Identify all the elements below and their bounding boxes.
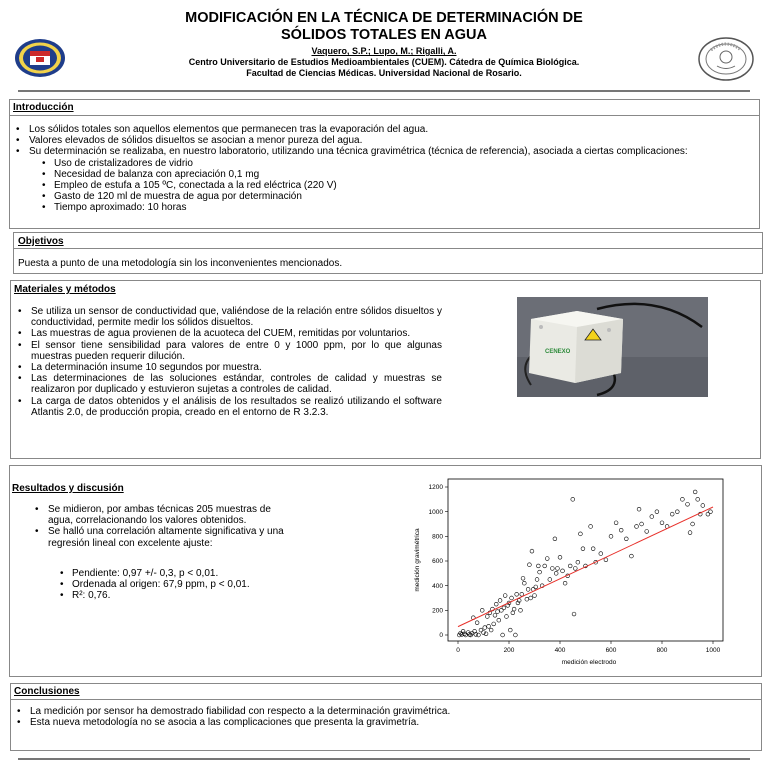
list-item: • Su determinación se realizaba, en nuestro laboratorio, utilizando una técnica gravimétrica (técnica de referencia), asociada a ciertas complicaciones: [15,146,745,157]
intro-heading: Introducción [13,102,74,113]
objectives-heading-strip [14,233,762,249]
conclusions-heading: Conclusiones [14,686,80,697]
list-item: • Esta nueva metodología no se asocia a las complicaciones que presenta la gravimetría. [16,717,746,728]
y-tick-label: 400 [432,582,443,590]
y-axis-label: medición gravimétrica [414,528,421,592]
scatter-chart [405,476,735,671]
x-axis-label: medición electrodo [561,659,617,666]
list-item: • Se midieron, por ambas técnicas 205 muestras de agua, correlacionando los valores obtenidos. [34,504,294,526]
objectives-heading: Objetivos [18,236,64,247]
conclusions-list [16,706,746,728]
list-item: • Se utiliza un sensor de conductividad que, valiéndose de la relación entre sólidos disueltos y conductividad, permite medir los sólidos disueltos. [17,306,442,328]
methods-heading-strip [11,281,760,296]
title-line-2: SÓLIDOS TOTALES EN AGUA [281,27,487,43]
list-item: • Tiempo aproximado: 10 horas [42,202,759,213]
list-item: • Las determinaciones de las soluciones estándar, controles de calidad y muestras se realizaron por duplicado y estuvieron sujetas a controles de calidad. [17,373,442,395]
list-item: • Valores elevados de sólidos disueltos se asocian a menor pureza del agua. [15,135,745,146]
results-list [34,504,294,549]
y-tick-label: 0 [439,632,443,640]
methods-heading: Materiales y métodos [14,284,116,295]
list-item: • Necesidad de balanza con apreciación 0,1 mg [42,169,759,180]
x-tick-label: 400 [554,647,566,654]
methods-list [17,306,442,418]
intro-section [9,99,760,229]
poster-title [100,10,668,44]
y-tick-label: 200 [432,607,443,615]
authors: Vaquero, S.P.; Lupo, M.; Rigalli, A. [311,46,457,56]
university-seal [697,36,755,82]
authors-block [100,46,668,79]
list-item: • Gasto de 120 ml de muestra de agua por determinación [42,191,759,202]
list-item: • El sensor tiene sensibilidad para valores de entre 0 y 1000 ppm, por lo que algunas muestras pueden requerir dilución. [17,340,442,362]
list-item: • Empleo de estufa a 105 ºC, conectada a la red eléctrica (220 V) [42,180,759,191]
results-section [9,465,762,677]
device-label: CENEXO [545,349,571,355]
x-tick-label: 800 [656,647,668,654]
x-tick-label: 600 [605,647,617,654]
y-tick-label: 1200 [428,484,443,492]
list-item: • La medición por sensor ha demostrado fiabilidad con respecto a la determinación gravimétrica. [16,706,746,717]
methods-section [10,280,761,459]
affiliation-1: Centro Universitario de Estudios Medioambientales (CUEM). Cátedra de Química Biológica. [188,57,580,67]
list-item: • Las muestras de agua provienen de la acuoteca del CUEM, remitidas por voluntarios. [17,328,442,339]
affiliation-2: Facultad de Ciencias Médicas. Universidad Nacional de Rosario. [246,68,522,78]
x-tick-label: 1000 [705,647,721,654]
intro-list [15,124,745,158]
results-heading: Resultados y discusión [12,483,124,494]
list-item: • Uso de cristalizadores de vidrio [42,158,759,169]
list-item: • La determinación insume 10 segundos por muestra. [17,362,442,373]
x-tick-label: 200 [503,647,515,654]
y-tick-label: 600 [432,558,443,566]
list-item: • La carga de datos obtenidos y el análisis de los resultados se realizó utilizando el software Atlantis 2.0, de producción propia, creado en el entorno de R 3.2.3. [17,396,442,418]
header-divider [18,90,750,92]
list-item: • Los sólidos totales son aquellos elementos que permanecen tras la evaporación del agua. [15,124,745,135]
intro-sublist [42,158,759,213]
conclusions-section [10,683,762,751]
conclusions-heading-strip [11,684,761,700]
title-line-1: MODIFICACIÓN EN LA TÉCNICA DE DETERMINACIÓN DE [185,10,583,26]
x-tick-label: 0 [456,647,460,654]
objectives-text: Puesta a punto de una metodología sin los inconvenientes mencionados. [18,258,343,269]
cuem-logo [14,38,66,78]
sensor-photo [517,297,708,397]
list-item: • Se halló una correlación altamente significativa y una regresión lineal con excelente ajuste: [34,526,294,548]
list-item: • Ordenada al origen: 67,9 ppm, p < 0,01. [60,579,320,590]
list-item: • Pendiente: 0,97 +/- 0,3, p < 0,01. [60,568,320,579]
footer-divider [18,758,750,760]
intro-heading-strip [10,100,759,116]
objectives-section [13,232,763,274]
list-item: • R²: 0,76. [60,590,320,601]
y-tick-label: 800 [432,533,443,541]
results-sublist [60,568,320,601]
y-tick-label: 1000 [428,508,443,516]
